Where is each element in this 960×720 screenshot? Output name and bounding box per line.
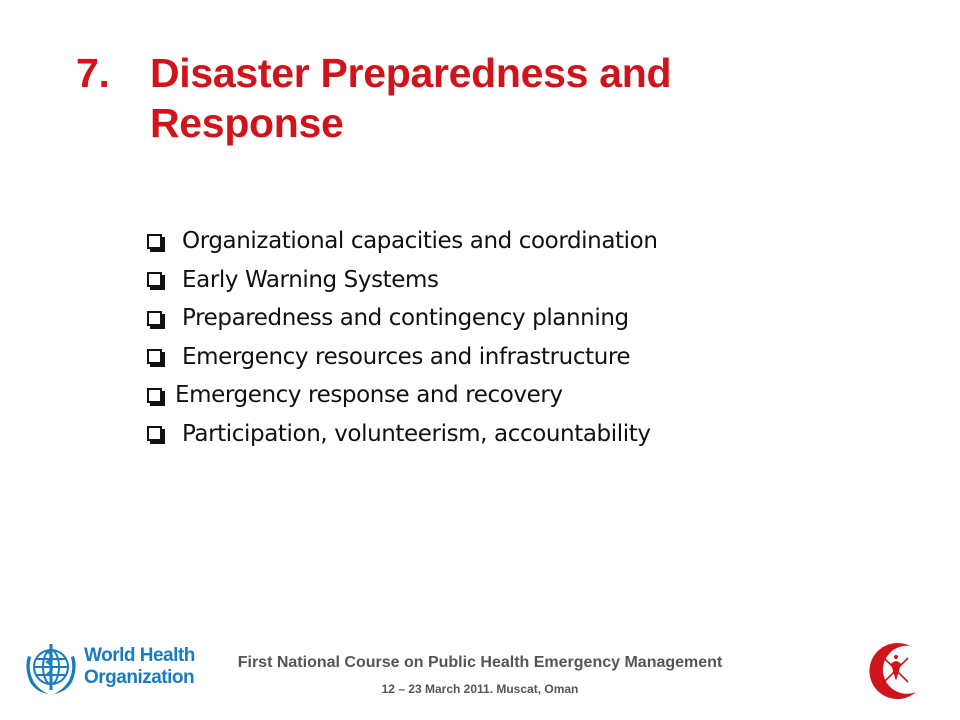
title-line-2: Response [150, 100, 344, 146]
bullet-text: Emergency response and recovery [175, 382, 563, 409]
checkbox-bullet-icon [147, 388, 162, 403]
title-number: 7. [76, 50, 110, 96]
who-logo-line-1: World Health [84, 645, 195, 666]
checkbox-bullet-icon [147, 311, 162, 326]
checkbox-bullet-icon [147, 234, 162, 249]
checkbox-bullet-icon [147, 272, 162, 287]
footer-dates: 12 – 23 March 2011. Muscat, Oman [381, 682, 579, 696]
bullet-text: Emergency resources and infrastructure [182, 343, 631, 370]
bullet-item [147, 222, 658, 261]
bullet-text: Participation, volunteerism, accountability [182, 420, 651, 447]
checkbox-bullet-icon [147, 349, 162, 364]
slide-title [76, 48, 896, 148]
bullet-item [147, 415, 658, 454]
who-logo-line-2: Organization [84, 667, 195, 688]
bullet-item [147, 261, 658, 300]
oman-crescent-emblem-icon [858, 636, 928, 706]
title-line-1: Disaster Preparedness and [150, 50, 672, 96]
bullet-text: Organizational capacities and coordination [182, 228, 658, 255]
bullet-text: Preparedness and contingency planning [182, 305, 629, 332]
bullet-text: Early Warning Systems [182, 266, 439, 293]
footer-course-title: First National Course on Public Health Emergency Management [237, 654, 723, 671]
bullet-item [147, 299, 658, 338]
bullet-item [147, 338, 658, 377]
who-logo-text [84, 645, 195, 689]
checkbox-bullet-icon [147, 426, 162, 441]
bullet-item [147, 376, 658, 415]
bullet-list [147, 222, 658, 453]
